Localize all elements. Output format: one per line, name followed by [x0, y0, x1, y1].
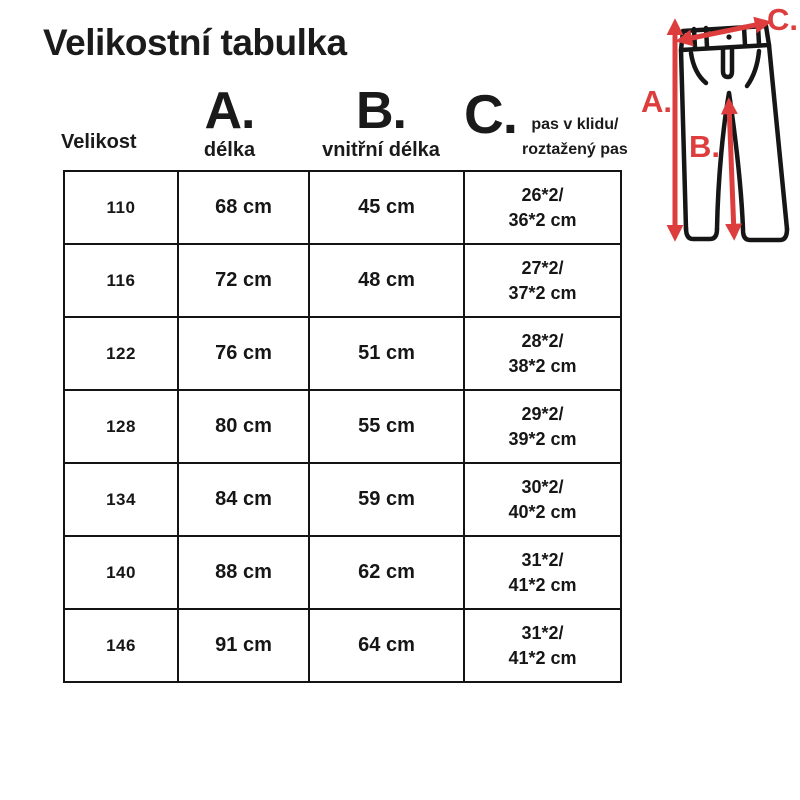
column-header-b [311, 82, 451, 162]
column-letter-a: A. [204, 82, 255, 140]
column-label-a: délka [203, 138, 256, 161]
size-table [63, 170, 622, 683]
cell-c-waist [464, 463, 621, 536]
cell-b-inner-length: 51 cm [309, 317, 464, 390]
cell-b-inner-length: 48 cm [309, 244, 464, 317]
table-row [64, 463, 621, 536]
column-header-a [164, 82, 295, 162]
belt-loop [758, 26, 759, 44]
cell-a-length: 76 cm [178, 317, 309, 390]
waist-rest: 29*2/ [521, 403, 564, 424]
pants-right-hem [743, 229, 787, 240]
page-title: Velikostní tabulka [43, 22, 347, 63]
column-header-c [464, 83, 628, 162]
waist-rest: 31*2/ [521, 549, 564, 570]
cell-a-length: 91 cm [178, 609, 309, 682]
waist-stretched: 41*2 cm [508, 647, 577, 668]
cell-b-inner-length: 64 cm [309, 609, 464, 682]
pants-fly [723, 50, 732, 77]
cell-b-inner-length: 55 cm [309, 390, 464, 463]
cell-c-waist [464, 317, 621, 390]
cell-a-length: 68 cm [178, 171, 309, 244]
cell-b-inner-length: 62 cm [309, 536, 464, 609]
cell-size: 110 [64, 171, 178, 244]
cell-c-waist [464, 609, 621, 682]
cell-a-length: 84 cm [178, 463, 309, 536]
table-row [64, 317, 621, 390]
column-letter-c: C. [464, 83, 517, 145]
cell-c-waist [464, 171, 621, 244]
cell-b-inner-length: 45 cm [309, 171, 464, 244]
waist-stretched: 39*2 cm [508, 428, 577, 449]
waist-stretched: 36*2 cm [508, 209, 577, 230]
pants-left-hem [686, 228, 717, 239]
table-row [64, 609, 621, 682]
table-row [64, 536, 621, 609]
pants-pocket-right [747, 51, 759, 86]
cell-size: 128 [64, 390, 178, 463]
cell-a-length: 72 cm [178, 244, 309, 317]
column-label-c-line2: roztažený pas [522, 141, 628, 158]
waist-rest: 28*2/ [521, 330, 564, 351]
cell-size: 134 [64, 463, 178, 536]
diagram-label-b: B. [689, 129, 720, 164]
column-label-b: vnitřní délka [322, 138, 440, 161]
waist-stretched: 41*2 cm [508, 574, 577, 595]
waist-rest: 31*2/ [521, 622, 564, 643]
cell-c-waist [464, 390, 621, 463]
cell-c-waist [464, 244, 621, 317]
cell-size: 146 [64, 609, 178, 682]
waist-stretched: 40*2 cm [508, 501, 577, 522]
diagram-label-a: A. [641, 84, 672, 119]
waist-stretched: 38*2 cm [508, 355, 577, 376]
cell-b-inner-length: 59 cm [309, 463, 464, 536]
pants-measurement-diagram [628, 0, 800, 262]
cell-c-waist [464, 536, 621, 609]
pants-button [726, 34, 731, 39]
pants-left-outer-seam [681, 50, 686, 229]
waist-rest: 26*2/ [521, 184, 564, 205]
waist-stretched: 37*2 cm [508, 282, 577, 303]
column-label-c [522, 112, 628, 162]
table-row [64, 390, 621, 463]
cell-size: 116 [64, 244, 178, 317]
pants-right-outer-seam [769, 45, 787, 229]
diagram-label-c: C. [767, 2, 798, 37]
table-row [64, 244, 621, 317]
cell-a-length: 80 cm [178, 390, 309, 463]
column-header-velikost: Velikost [61, 131, 137, 153]
waist-rest: 27*2/ [521, 257, 564, 278]
pants-pocket-left [691, 53, 706, 83]
waist-rest: 30*2/ [521, 476, 564, 497]
column-letter-b: B. [356, 82, 406, 140]
cell-size: 140 [64, 536, 178, 609]
cell-size: 122 [64, 317, 178, 390]
table-row [64, 171, 621, 244]
cell-a-length: 88 cm [178, 536, 309, 609]
column-label-c-line1: pas v klidu/ [531, 116, 619, 133]
